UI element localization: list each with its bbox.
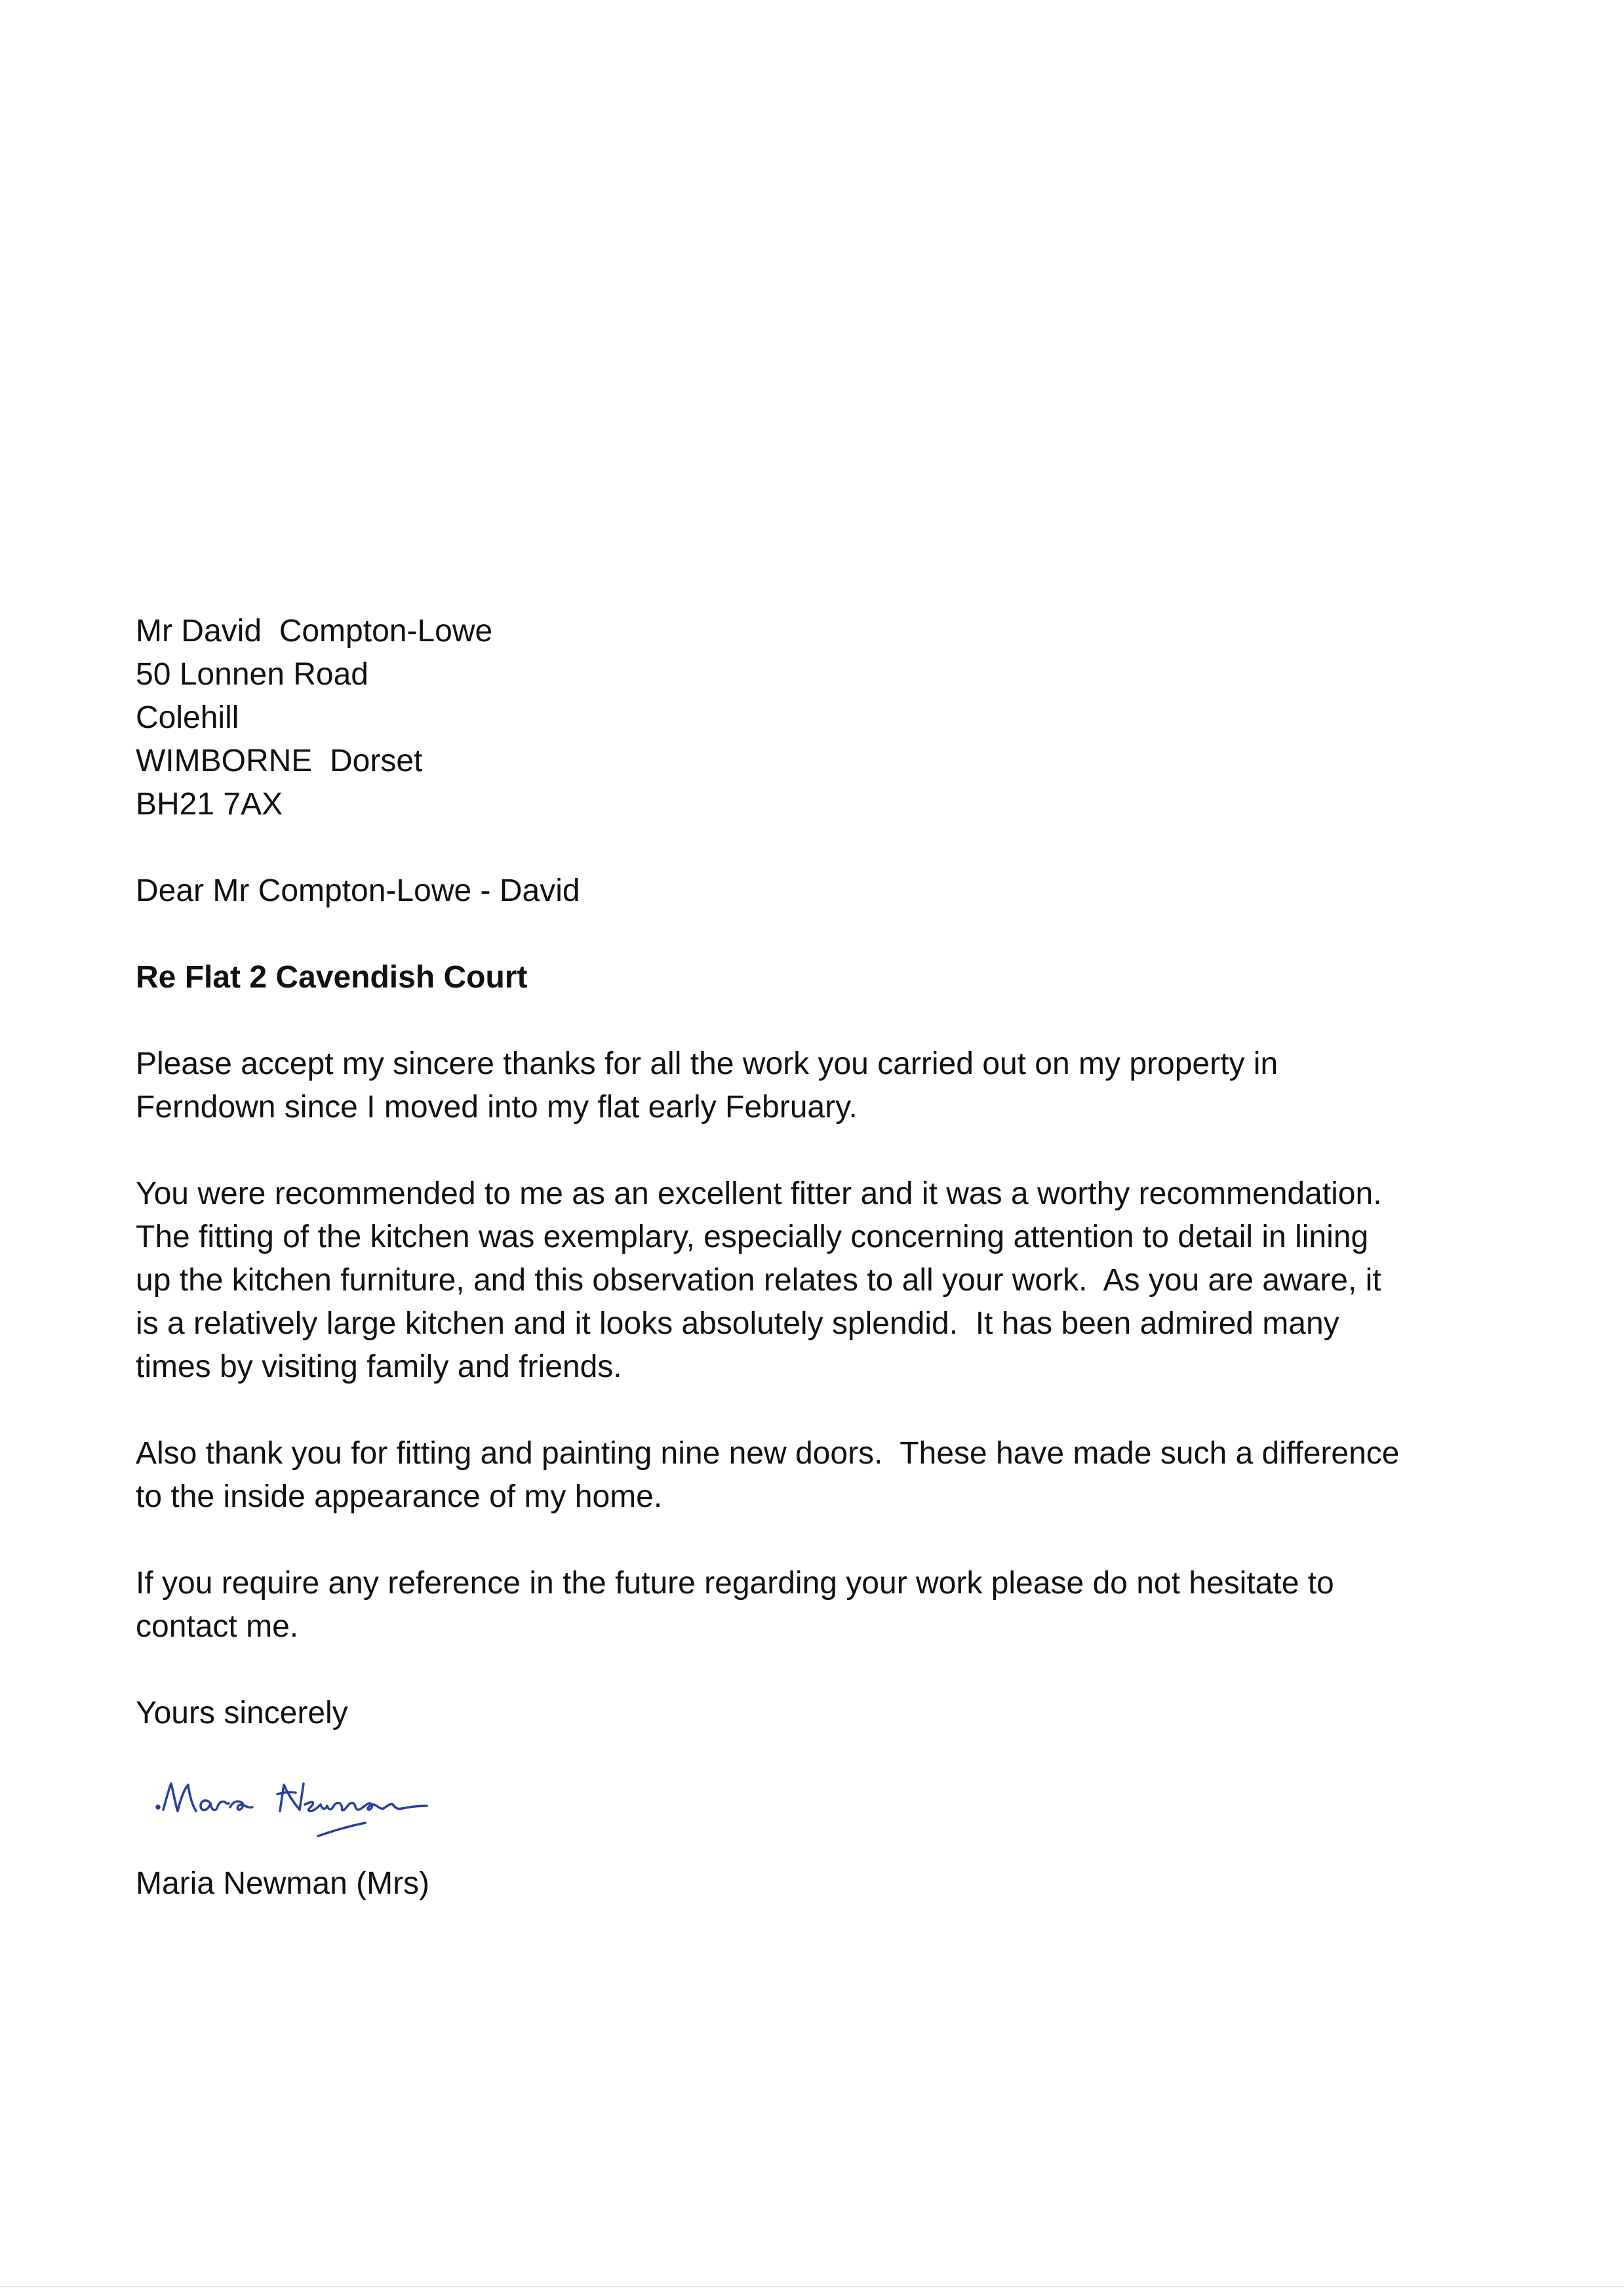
paragraph-line: Please accept my sincere thanks for all the work you carried out on my property in — [136, 1047, 1278, 1081]
paragraph-line: Ferndown since I moved into my flat early February. — [136, 1090, 858, 1125]
paragraph-line: up the kitchen furniture, and this observation relates to all your work. As you are aware, it — [136, 1263, 1381, 1298]
paragraph-kitchen — [136, 1172, 1499, 1389]
paragraph-line: If you require any reference in the future regarding your work please do not hesitate to — [136, 1566, 1334, 1601]
handwritten-signature — [149, 1764, 516, 1843]
paragraph-thanks — [136, 1043, 1499, 1129]
paragraph-line: Also thank you for fitting and painting nine new doors. These have made such a difference — [136, 1436, 1400, 1471]
salutation: Dear Mr Compton-Lowe - David — [136, 873, 580, 908]
subject-line: Re Flat 2 Cavendish Court — [136, 960, 528, 995]
signatory-name: Maria Newman (Mrs) — [136, 1866, 430, 1901]
recipient-postcode: BH21 7AX — [136, 787, 283, 822]
letter-body — [136, 610, 1499, 1906]
paragraph-doors — [136, 1432, 1499, 1519]
paragraph-line: You were recommended to me as an excellent fitter and it was a worthy recommendation. — [136, 1176, 1382, 1211]
paragraph-line: times by visiting family and friends. — [136, 1349, 622, 1384]
recipient-street: 50 Lonnen Road — [136, 657, 368, 692]
recipient-town-county: WIMBORNE Dorset — [136, 744, 423, 778]
paragraph-line: is a relatively large kitchen and it looks absolutely splendid. It has been admired many — [136, 1306, 1339, 1341]
recipient-locality: Colehill — [136, 700, 239, 735]
paragraph-line: to the inside appearance of my home. — [136, 1479, 663, 1514]
recipient-name: Mr David Compton-Lowe — [136, 614, 493, 649]
paragraph-line: The fitting of the kitchen was exemplary, especially concerning attention to detail in lining — [136, 1220, 1369, 1254]
paragraph-line: contact me. — [136, 1609, 299, 1644]
recipient-address — [136, 610, 1499, 826]
paragraph-reference — [136, 1562, 1499, 1648]
closing: Yours sincerely — [136, 1696, 348, 1730]
scan-edge-line — [0, 2286, 1624, 2287]
